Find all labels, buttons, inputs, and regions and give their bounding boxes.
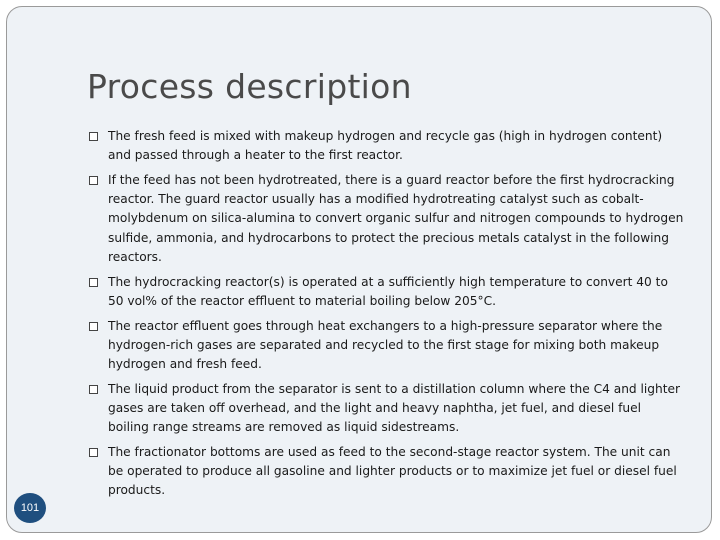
square-bullet-icon	[89, 322, 98, 331]
page-number-badge: 101	[14, 493, 46, 523]
bullet-text: The fresh feed is mixed with makeup hydrogen and recycle gas (high in hydrogen content) and passed through a heater to the first reactor.	[108, 129, 663, 163]
bullet-text: The hydrocracking reactor(s) is operated at a sufficiently high temperature to convert 40 to 50 vol% of the reactor effluent to material boiling below 205°C.	[108, 274, 668, 308]
slide-frame	[6, 6, 712, 533]
square-bullet-icon	[89, 132, 98, 141]
bullet-list	[85, 127, 685, 506]
bullet-item	[85, 380, 685, 438]
slide-title: Process description	[87, 67, 412, 106]
square-bullet-icon	[89, 448, 98, 457]
square-bullet-icon	[89, 176, 98, 185]
square-bullet-icon	[89, 385, 98, 394]
bullet-item	[85, 443, 685, 501]
square-bullet-icon	[89, 278, 98, 287]
bullet-text: The fractionator bottoms are used as feed to the second-stage reactor system. The unit can be operated to produce all gasoline and lighter products or to maximize jet fuel or diesel fuel products.	[108, 445, 677, 498]
bullet-item	[85, 171, 685, 267]
bullet-item	[85, 273, 685, 311]
bullet-text: The liquid product from the separator is sent to a distillation column where the C4 and lighter gases are taken off overhead, and the light and heavy naphtha, jet fuel, and diesel fuel boiling range streams are removed as liquid sidestreams.	[108, 381, 681, 435]
bullet-item	[85, 317, 685, 375]
bullet-item	[85, 127, 685, 165]
bullet-text: The reactor effluent goes through heat exchangers to a high-pressure separator where the hydrogen-rich gases are separated and recycled to the first stage for mixing both makeup hydrogen and fresh feed.	[108, 318, 663, 372]
bullet-text: If the feed has not been hydrotreated, there is a guard reactor before the first hydrocracking reactor. The guard reactor usually has a modified hydrotreating catalyst such as cobalt-molybdenum on silica-alumina to convert organic sulfur and nitrogen compounds to hydrogen sulfide, ammonia, and hydrocarbons to protect the precious metals catalyst in the following reactors.	[108, 173, 684, 264]
